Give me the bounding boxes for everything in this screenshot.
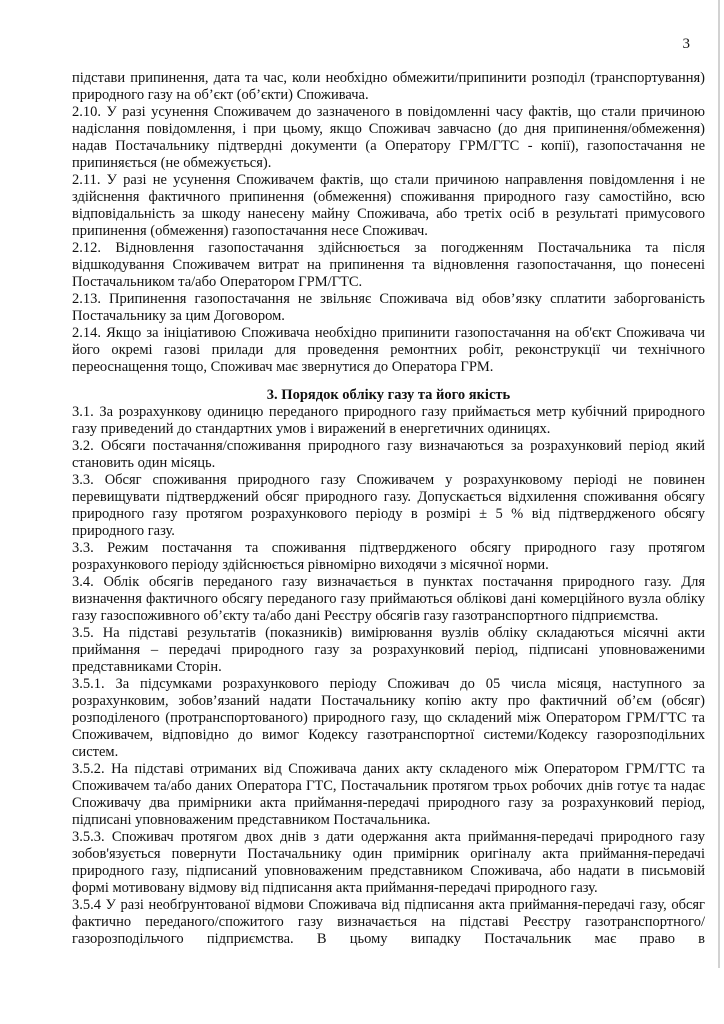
paragraph-3-5: 3.5. На підставі результатів (показників) вимірювання вузлів обліку складаються місячні акти приймання – передачі природного газу за розрахунковий період, підписані уповноваженими представниками Сторін. xyxy=(72,625,705,675)
paragraph-2-12: 2.12. Відновлення газопостачання здійснюється за погодженням Постачальника та після відшкодування Споживачем витрат на припинення та відновлення газопостачання, що понесені Постачальником та/або Оператором ГРМ/ГТС. xyxy=(72,240,705,290)
paragraph-3-4: 3.4. Облік обсягів переданого газу визначається в пунктах постачання природного газу. Для визначення фактичного обсягу переданого газу приймаються облікові дані комерційного вузла обліку газу газоспоживного об’єкту та/або дані Реєстру обсягів газу газотранспортного підприємства. xyxy=(72,574,705,624)
paragraph-2-11: 2.11. У разі не усунення Споживачем фактів, що стали причиною направлення повідомлення і не здійснення фактичного припинення (обмеження) споживання природного газу самостійно, всю відповідальність за шкоду нанесену майну Споживача, або третіх осіб в результаті примусового припинення (обмеження) газопостачання несе Споживач. xyxy=(72,172,705,239)
paragraph-3-1: 3.1. За розрахункову одиницю переданого природного газу приймається метр кубічний природного газу приведений до стандартних умов і виражений в енергетичних одиницях. xyxy=(72,404,705,437)
page-content xyxy=(72,70,705,948)
paragraph-3-5-2: 3.5.2. На підставі отриманих від Споживача даних акту складеного між Оператором ГРМ/ГТС та Споживачем та/або даних Оператора ГТС, Постачальник протягом трьох робочих днів готує та надає Споживачу два примірники акта приймання-передачі природного газу за розрахунковий період, підписані уповноваженим представником Постачальника. xyxy=(72,761,705,828)
page-number: 3 xyxy=(682,36,690,52)
page-edge-line xyxy=(718,0,720,968)
section-heading: 3. Порядок обліку газу та його якість xyxy=(266,387,511,403)
paragraph-2-10: 2.10. У разі усунення Споживачем до зазначеного в повідомленні часу фактів, що стали причиною надіслання повідомлення, і при цьому, якщо Споживач завчасно (до дня припинення/обмеження) надав Постачальнику підтвердні документи (а Оператору ГРМ/ГТС - копії), газопостачання не припиняється (не обмежується). xyxy=(72,104,705,171)
paragraph-3-3-a: 3.3. Обсяг споживання природного газу Споживачем у розрахунковому періоді не повинен перевищувати підтверджений обсяг природного газу. Допускається відхилення споживання обсягу природного газу протягом розрахункового періоду в розмірі ± 5 % від підтвердженого обсягу природного газу. xyxy=(72,472,705,539)
paragraph-3-5-3: 3.5.3. Споживач протягом двох днів з дати одержання акта приймання-передачі природного газу зобов'язується повернути Постачальнику один примірник оригіналу акта приймання-передачі природного газу, підписаний уповноваженим представником Споживача, або надати в письмовій формі мотивовану відмову від підписання акта приймання-передачі природного газу. xyxy=(72,829,705,896)
paragraph-2-14: 2.14. Якщо за ініціативою Споживача необхідно припинити газопостачання на об'єкт Споживача чи його окремі газові прилади для проведення ремонтних робіт, реконструкції чи технічного переоснащення тощо, Споживач має звернутися до Оператора ГРМ. xyxy=(72,325,705,375)
paragraph-3-2: 3.2. Обсяги постачання/споживання природного газу визначаються за розрахунковий період який становить один місяць. xyxy=(72,438,705,471)
paragraph-3-5-1: 3.5.1. За підсумками розрахункового періоду Споживач до 05 числа місяця, наступного за розрахунковим, зобов’язаний надати Постачальнику копію акту про фактичний об’єм (обсяг) розподіленого (протранспортованого) природного газу, що складений між Оператором ГРМ/ГТС та Споживачем, відповідно до вимог Кодексу газотранспортної системи/Кодексу газорозподільних систем. xyxy=(72,676,705,760)
paragraph-3-5-4: 3.5.4 У разі необґрунтованої відмови Споживача від підписання акта приймання-передачі газу, обсяг фактично переданого/спожитого газу визначається на підставі Реєстру газотранспортного/газорозподільчого підприємства. В цьому випадку Постачальник має право в xyxy=(72,897,705,947)
paragraph-continuation: підстави припинення, дата та час, коли необхідно обмежити/припинити розподіл (транспортування) природного газу на об’єкт (об’єкти) Споживача. xyxy=(72,70,705,103)
paragraph-2-13: 2.13. Припинення газопостачання не звільняє Споживача від обов’язку сплатити заборгованість Постачальнику за цим Договором. xyxy=(72,291,705,324)
paragraph-3-3-b: 3.3. Режим постачання та споживання підтвердженого обсягу природного газу протягом розрахункового періоду здійснюється рівномірно виходячи з місячної норми. xyxy=(72,540,705,573)
